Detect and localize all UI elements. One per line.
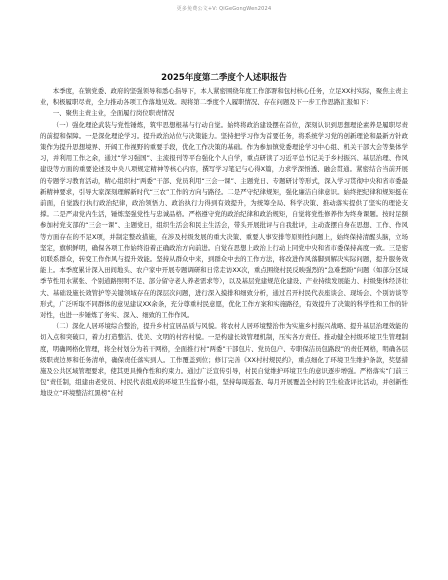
page-header-watermark: 更多免费公文+V: QiGeGongWen2024: [176, 6, 272, 12]
body-paragraph-2: （二）深化人居环境综合整治，提升乡村宜居品质与风貌。将农村人居环境整治作为实施乡村振兴战略、提升基层治理效能的切入点和突破口，着力打造整洁、优美、文明的村容村貌。一是构建长效管理机制，压实各方责任。推动健全村级环境卫生管理制度，明确网格化管理，将全村划分为若干网格，全面推行村“两委”干部包片、党员包户、专职保洁员包路段”的责任网格，明确各层级职责边界和任务清单，确保责任落实到人。工作覆盖到位；修订完善《XX村村规民约》，重点细化了环境卫生维护条款，奖惩措施及公共区域管理要求，使其更具操作性和约束力。通过广泛宣传引导，村民自觉维护环境卫生的意识逐步增强。严格落实“门前三包”责任制，组建由老党员、村民代表组成的环境卫生监督小组，坚持每周巡查、每月开展覆盖全村的卫生检查评比活动，并创新性地设立“环境整洁红黑榜”在村: [40, 322, 408, 398]
body-paragraph-1: （一）强化理论武装与党性锤炼，筑牢思想根基与行动自觉。始终将政治建设摆在首位，深刻认识到思想理论素养是履职尽责的前提和保障。一是深化理论学习。提升政治站位与决策能力。坚持把学习作为首要任务，将系统学习党的创新理论和最新方针政策作为提升思想境界、开阔工作视野的重要手段，优化工作决策的基础。作为参加镇党委理论学习中心组、机关干部大会等集体学习，并利用工作之余，通过“学习强国”、主流报刊等平台强化个人自学，重点研读了习近平总书记关于乡村振兴、基层治理、作风建设等方面的重要论述及中央八项规定精神等核心内容，撰写学习笔记与心得X篇，力求学深悟透、融会贯通。紧密结合当前开展的专题学习教育活动，精心组织村“两委”干部、党员利用“三会一课”、主题党日、专题研讨等形式，深入学习贯彻中央和省市委最新精神要求，引导大家深刻理解新时代“三农”工作的方向与路径。二是严守纪律规矩，强化廉洁自律意识。始终把纪律和规矩挺在前面，自觉践行执行政治纪律，政治领悟力、政治执行力得到有效提升，为统筹全局、科学决策、推动落实提供了坚实的理论支撑。二是严肃党内生活，锤炼坚强党性与忠诚品格。严格遵守党的政治纪律和政治规矩，自觉将党性修养作为终身课题。按时足额参加村党支部的“三会一课”、主题党日，组织生活会和民主生活会，带头开展批评与自我批评，主动查摆自身在思想、工作、作风等方面存在的不足X项，并制定整改措施，在涉及村级发展的重大决策、重要人事安排等原则性问题上，始终保持清醒头脑，立场坚定，旗帜鲜明，确保各项工作始终沿着正确政治方向前进。自觉在思想上政治上行动上同党中央和省市委保持高度一致。三是密切联系群众，转变工作作风与提升效能。坚持从群众中来，到群众中去的工作方法，将改进作风落脚到解决实际问题，提升服务效能上。本季度累计深入田间地头、农户家中开展专题调研和日常走访XX次，重点围绕村民反映强烈的“急难愁盼”问题（如部分区域季节性用水紧张、个别道路照明不足、部分留守老人养老需求等），以及基层党建规范化建设、产业持续发展能力、村级集体经济壮大、基础设施长效管护等关键领域存在的深层次问题，进行深入摸排和细致分析，通过召开村民代表座谈会、现场会、个别访谈等形式，广泛听取不同群体的意见建议XX余条，充分尊重村民意愿，优化工作方案和实施路径，有效提升了决策的科学性和工作的针对性，也进一步锤炼了务实、深入、细致的工作作风。: [40, 120, 408, 320]
intro-paragraph: 本季度，在镇党委、政府的坚强领导和悉心指导下，本人紧密围绕年度工作部署和包村核心任务，立足XX村实际，聚焦主责主业，积极履职尽责，全力推动各项工作落地见效。现将第二季度个人履职情况、存在问题及下一步工作思路汇报如下：: [40, 87, 408, 107]
document-title: 2025年度第二季度个人述职报告: [161, 73, 287, 83]
section-heading: 一、聚焦主责主业，全面履行岗位职责情况: [52, 109, 175, 118]
document-body: [40, 86, 408, 400]
